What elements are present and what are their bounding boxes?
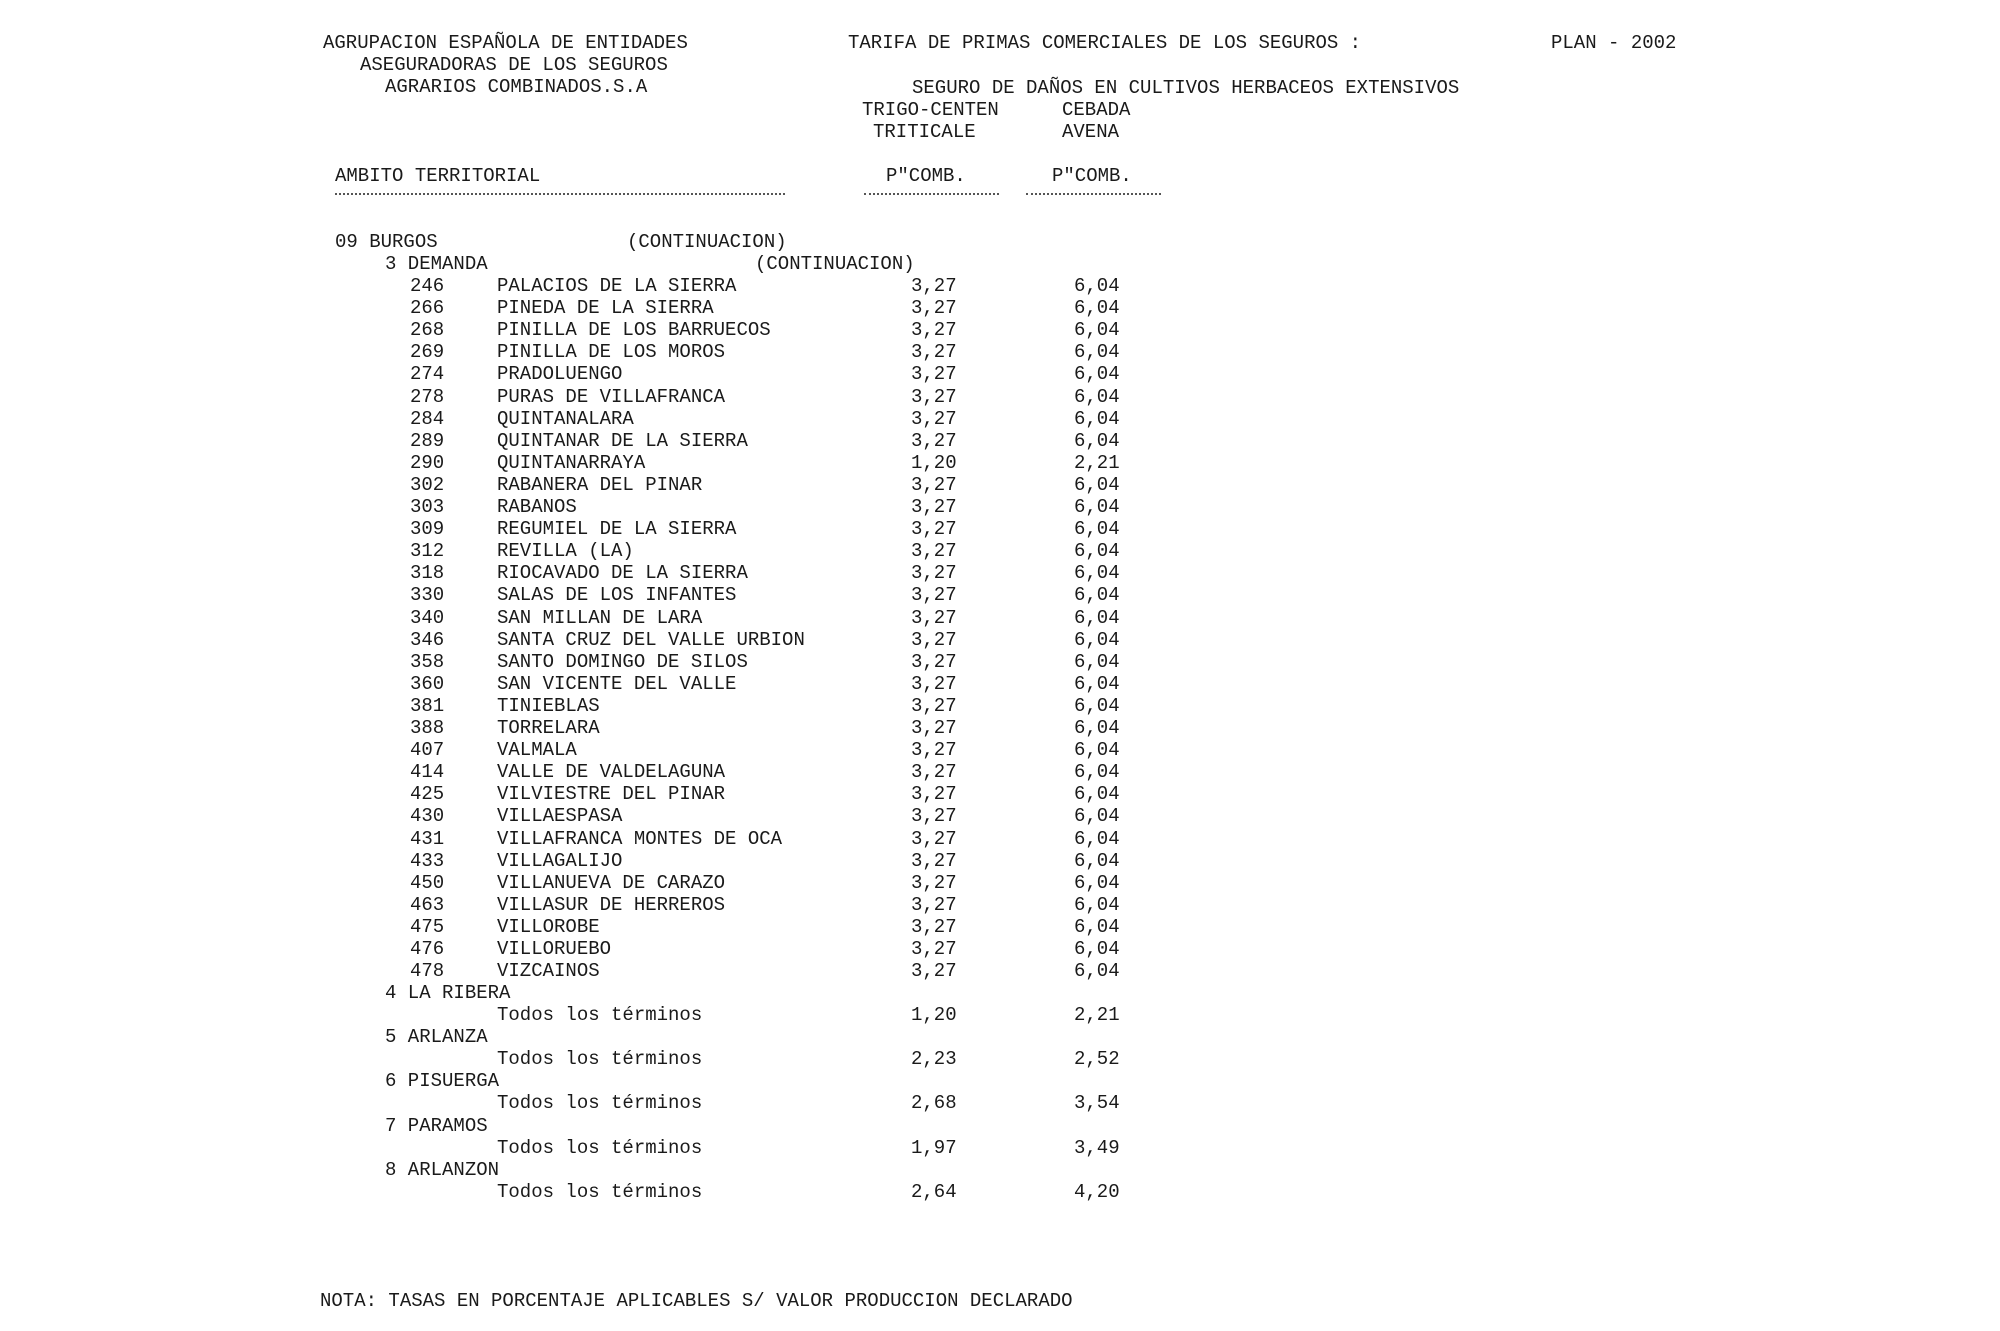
premium-wheat-value: 3,27	[911, 518, 957, 540]
premium-wheat-value: 3,27	[911, 629, 957, 651]
premium-wheat-value: 3,27	[911, 938, 957, 960]
region-terms: Todos los términos	[497, 1137, 703, 1159]
region-label: 4 LA RIBERA	[385, 982, 511, 1004]
premium-barley-value: 6,04	[1074, 651, 1120, 673]
municipality-code: 407	[410, 739, 445, 761]
table-row	[0, 341, 2000, 363]
column-header-territory: AMBITO TERRITORIAL	[335, 165, 541, 187]
municipality-name: SAN MILLAN DE LARA	[497, 607, 703, 629]
premium-wheat-value: 3,27	[911, 430, 957, 452]
municipality-code: 425	[410, 783, 445, 805]
table-row	[0, 386, 2000, 408]
municipality-code: 360	[410, 673, 445, 695]
municipality-name: VIZCAINOS	[497, 960, 600, 982]
premium-wheat-value: 3,27	[911, 761, 957, 783]
municipality-code: 309	[410, 518, 445, 540]
region-row	[0, 1004, 2000, 1026]
municipality-code: 463	[410, 894, 445, 916]
premium-barley-value: 6,04	[1074, 629, 1120, 651]
municipality-code: 278	[410, 386, 445, 408]
crop-column2-line2: AVENA	[1062, 121, 1120, 143]
municipality-name: RABANOS	[497, 496, 577, 518]
premium-wheat-value: 3,27	[911, 386, 957, 408]
premium-wheat-value: 2,68	[911, 1092, 957, 1114]
premium-barley-value: 6,04	[1074, 518, 1120, 540]
document-subtitle: SEGURO DE DAÑOS EN CULTIVOS HERBACEOS EXTENSIVOS	[912, 77, 1460, 99]
municipality-name: SAN VICENTE DEL VALLE	[497, 673, 737, 695]
premium-wheat-value: 3,27	[911, 651, 957, 673]
premium-barley-value: 3,54	[1074, 1092, 1120, 1114]
municipality-code: 358	[410, 651, 445, 673]
premium-barley-value: 6,04	[1074, 341, 1120, 363]
premium-barley-value: 6,04	[1074, 783, 1120, 805]
table-row	[0, 673, 2000, 695]
premium-wheat-value: 3,27	[911, 319, 957, 341]
premium-wheat-value: 3,27	[911, 916, 957, 938]
premium-wheat-value: 2,23	[911, 1048, 957, 1070]
municipality-name: QUINTANARRAYA	[497, 452, 646, 474]
premium-barley-value: 6,04	[1074, 562, 1120, 584]
municipality-name: VILLAFRANCA MONTES DE OCA	[497, 828, 783, 850]
municipality-name: VILLORUEBO	[497, 938, 612, 960]
region-terms: Todos los términos	[497, 1048, 703, 1070]
org-name-line1: AGRUPACION ESPAÑOLA DE ENTIDADES	[323, 32, 688, 54]
premium-wheat-value: 3,27	[911, 496, 957, 518]
municipality-code: 303	[410, 496, 445, 518]
region-label: 5 ARLANZA	[385, 1026, 488, 1048]
region-row	[0, 1181, 2000, 1203]
region-row	[0, 1048, 2000, 1070]
municipality-code: 346	[410, 629, 445, 651]
premium-wheat-value: 3,27	[911, 297, 957, 319]
premium-wheat-value: 3,27	[911, 960, 957, 982]
premium-barley-value: 6,04	[1074, 894, 1120, 916]
premium-wheat-value: 1,97	[911, 1137, 957, 1159]
table-row	[0, 607, 2000, 629]
table-row	[0, 540, 2000, 562]
table-row	[0, 430, 2000, 452]
premium-barley-value: 3,49	[1074, 1137, 1120, 1159]
separator-pcomb1	[864, 193, 999, 195]
municipality-name: PURAS DE VILLAFRANCA	[497, 386, 726, 408]
table-row	[0, 828, 2000, 850]
premium-wheat-value: 3,27	[911, 607, 957, 629]
region-terms: Todos los términos	[497, 1181, 703, 1203]
premium-wheat-value: 3,27	[911, 894, 957, 916]
municipality-code: 274	[410, 363, 445, 385]
premium-wheat-value: 3,27	[911, 739, 957, 761]
premium-wheat-value: 3,27	[911, 805, 957, 827]
table-row	[0, 651, 2000, 673]
premium-wheat-value: 3,27	[911, 275, 957, 297]
table-row	[0, 518, 2000, 540]
separator-pcomb2	[1026, 193, 1161, 195]
region-label: 7 PARAMOS	[385, 1115, 488, 1137]
premium-barley-value: 2,52	[1074, 1048, 1120, 1070]
table-row	[0, 872, 2000, 894]
premium-barley-value: 6,04	[1074, 695, 1120, 717]
premium-wheat-value: 3,27	[911, 783, 957, 805]
crop-column1-line1: TRIGO-CENTEN	[862, 99, 999, 121]
premium-wheat-value: 3,27	[911, 562, 957, 584]
municipality-code: 478	[410, 960, 445, 982]
municipality-name: VILLANUEVA DE CARAZO	[497, 872, 726, 894]
municipality-name: VILVIESTRE DEL PINAR	[497, 783, 726, 805]
premium-wheat-value: 3,27	[911, 717, 957, 739]
premium-wheat-value: 3,27	[911, 584, 957, 606]
municipality-name: SANTA CRUZ DEL VALLE URBION	[497, 629, 805, 651]
municipality-name: RABANERA DEL PINAR	[497, 474, 703, 496]
premium-barley-value: 6,04	[1074, 430, 1120, 452]
premium-barley-value: 6,04	[1074, 850, 1120, 872]
municipality-code: 431	[410, 828, 445, 850]
crop-column1-line2: TRITICALE	[873, 121, 976, 143]
premium-barley-value: 6,04	[1074, 386, 1120, 408]
municipality-code: 330	[410, 584, 445, 606]
premium-barley-value: 6,04	[1074, 872, 1120, 894]
table-row	[0, 452, 2000, 474]
premium-wheat-value: 3,27	[911, 341, 957, 363]
org-name-line3: AGRARIOS COMBINADOS.S.A	[385, 76, 648, 98]
table-row	[0, 562, 2000, 584]
premium-wheat-value: 3,27	[911, 850, 957, 872]
premium-wheat-value: 1,20	[911, 452, 957, 474]
premium-barley-value: 2,21	[1074, 452, 1120, 474]
municipality-name: TINIEBLAS	[497, 695, 600, 717]
document-title: TARIFA DE PRIMAS COMERCIALES DE LOS SEGUROS :	[848, 32, 1362, 54]
table-row	[0, 717, 2000, 739]
comarca-continuation: (CONTINUACION)	[755, 253, 915, 275]
municipality-name: PINILLA DE LOS MOROS	[497, 341, 726, 363]
municipality-code: 381	[410, 695, 445, 717]
table-row	[0, 695, 2000, 717]
municipality-name: PINILLA DE LOS BARRUECOS	[497, 319, 771, 341]
premium-barley-value: 6,04	[1074, 496, 1120, 518]
municipality-name: SALAS DE LOS INFANTES	[497, 584, 737, 606]
province-continuation: (CONTINUACION)	[627, 231, 787, 253]
municipality-name: REGUMIEL DE LA SIERRA	[497, 518, 737, 540]
premium-barley-value: 6,04	[1074, 916, 1120, 938]
municipality-name: VILLASUR DE HERREROS	[497, 894, 726, 916]
premium-wheat-value: 2,64	[911, 1181, 957, 1203]
municipality-code: 340	[410, 607, 445, 629]
municipality-name: VILLOROBE	[497, 916, 600, 938]
municipality-name: VILLAGALIJO	[497, 850, 623, 872]
premium-barley-value: 6,04	[1074, 584, 1120, 606]
municipality-name: PINEDA DE LA SIERRA	[497, 297, 714, 319]
municipality-code: 318	[410, 562, 445, 584]
municipality-code: 266	[410, 297, 445, 319]
table-row	[0, 916, 2000, 938]
municipality-code: 430	[410, 805, 445, 827]
premium-barley-value: 6,04	[1074, 717, 1120, 739]
table-row	[0, 363, 2000, 385]
table-row	[0, 584, 2000, 606]
premium-wheat-value: 3,27	[911, 828, 957, 850]
table-row	[0, 275, 2000, 297]
municipality-code: 302	[410, 474, 445, 496]
premium-barley-value: 6,04	[1074, 275, 1120, 297]
table-row	[0, 474, 2000, 496]
municipality-name: VILLAESPASA	[497, 805, 623, 827]
region-header	[0, 1026, 2000, 1048]
premium-wheat-value: 3,27	[911, 408, 957, 430]
region-terms: Todos los términos	[497, 1004, 703, 1026]
premium-wheat-value: 3,27	[911, 540, 957, 562]
separator-territory	[335, 193, 785, 195]
municipality-code: 268	[410, 319, 445, 341]
premium-barley-value: 6,04	[1074, 805, 1120, 827]
org-name-line2: ASEGURADORAS DE LOS SEGUROS	[360, 54, 668, 76]
table-row	[0, 783, 2000, 805]
province-label: 09 BURGOS	[335, 231, 438, 253]
region-label: 8 ARLANZON	[385, 1159, 500, 1181]
region-header	[0, 982, 2000, 1004]
region-header	[0, 1115, 2000, 1137]
municipality-code: 476	[410, 938, 445, 960]
premium-wheat-value: 3,27	[911, 673, 957, 695]
table-row	[0, 894, 2000, 916]
table-row	[0, 850, 2000, 872]
region-row	[0, 1137, 2000, 1159]
region-header	[0, 1159, 2000, 1181]
municipality-code: 475	[410, 916, 445, 938]
municipality-name: PALACIOS DE LA SIERRA	[497, 275, 737, 297]
premium-barley-value: 6,04	[1074, 540, 1120, 562]
municipality-code: 290	[410, 452, 445, 474]
premium-wheat-value: 3,27	[911, 363, 957, 385]
municipality-name: SANTO DOMINGO DE SILOS	[497, 651, 748, 673]
municipality-name: PRADOLUENGO	[497, 363, 623, 385]
municipality-name: VALMALA	[497, 739, 577, 761]
premium-wheat-value: 1,20	[911, 1004, 957, 1026]
municipality-name: QUINTANALARA	[497, 408, 634, 430]
premium-barley-value: 6,04	[1074, 960, 1120, 982]
municipality-code: 312	[410, 540, 445, 562]
premium-barley-value: 6,04	[1074, 607, 1120, 629]
premium-barley-value: 6,04	[1074, 828, 1120, 850]
premium-barley-value: 6,04	[1074, 938, 1120, 960]
municipality-code: 269	[410, 341, 445, 363]
municipality-name: QUINTANAR DE LA SIERRA	[497, 430, 748, 452]
premium-barley-value: 6,04	[1074, 408, 1120, 430]
premium-barley-value: 4,20	[1074, 1181, 1120, 1203]
municipality-code: 433	[410, 850, 445, 872]
plan-label: PLAN - 2002	[1551, 32, 1677, 54]
crop-column2-line1: CEBADA	[1062, 99, 1131, 121]
table-row	[0, 805, 2000, 827]
premium-wheat-value: 3,27	[911, 474, 957, 496]
municipality-code: 414	[410, 761, 445, 783]
comarca-label: 3 DEMANDA	[385, 253, 488, 275]
municipality-name: TORRELARA	[497, 717, 600, 739]
premium-barley-value: 6,04	[1074, 363, 1120, 385]
table-row	[0, 739, 2000, 761]
region-label: 6 PISUERGA	[385, 1070, 500, 1092]
table-row	[0, 496, 2000, 518]
premium-barley-value: 2,21	[1074, 1004, 1120, 1026]
municipality-name: VALLE DE VALDELAGUNA	[497, 761, 726, 783]
table-row	[0, 297, 2000, 319]
premium-wheat-value: 3,27	[911, 872, 957, 894]
table-row	[0, 938, 2000, 960]
table-row	[0, 761, 2000, 783]
table-row	[0, 960, 2000, 982]
region-row	[0, 1092, 2000, 1114]
table-row	[0, 319, 2000, 341]
municipality-name: REVILLA (LA)	[497, 540, 634, 562]
premium-barley-value: 6,04	[1074, 297, 1120, 319]
municipality-code: 246	[410, 275, 445, 297]
premium-barley-value: 6,04	[1074, 319, 1120, 341]
column-header-pcomb1: P"COMB.	[886, 165, 966, 187]
premium-barley-value: 6,04	[1074, 673, 1120, 695]
municipality-code: 289	[410, 430, 445, 452]
premium-barley-value: 6,04	[1074, 761, 1120, 783]
premium-barley-value: 6,04	[1074, 739, 1120, 761]
premium-barley-value: 6,04	[1074, 474, 1120, 496]
municipality-code: 450	[410, 872, 445, 894]
region-terms: Todos los términos	[497, 1092, 703, 1114]
municipality-name: RIOCAVADO DE LA SIERRA	[497, 562, 748, 584]
footer-note: NOTA: TASAS EN PORCENTAJE APLICABLES S/ VALOR PRODUCCION DECLARADO	[320, 1290, 1073, 1312]
table-row	[0, 629, 2000, 651]
region-header	[0, 1070, 2000, 1092]
column-header-pcomb2: P"COMB.	[1052, 165, 1132, 187]
municipality-code: 284	[410, 408, 445, 430]
premium-wheat-value: 3,27	[911, 695, 957, 717]
table-row	[0, 408, 2000, 430]
municipality-code: 388	[410, 717, 445, 739]
